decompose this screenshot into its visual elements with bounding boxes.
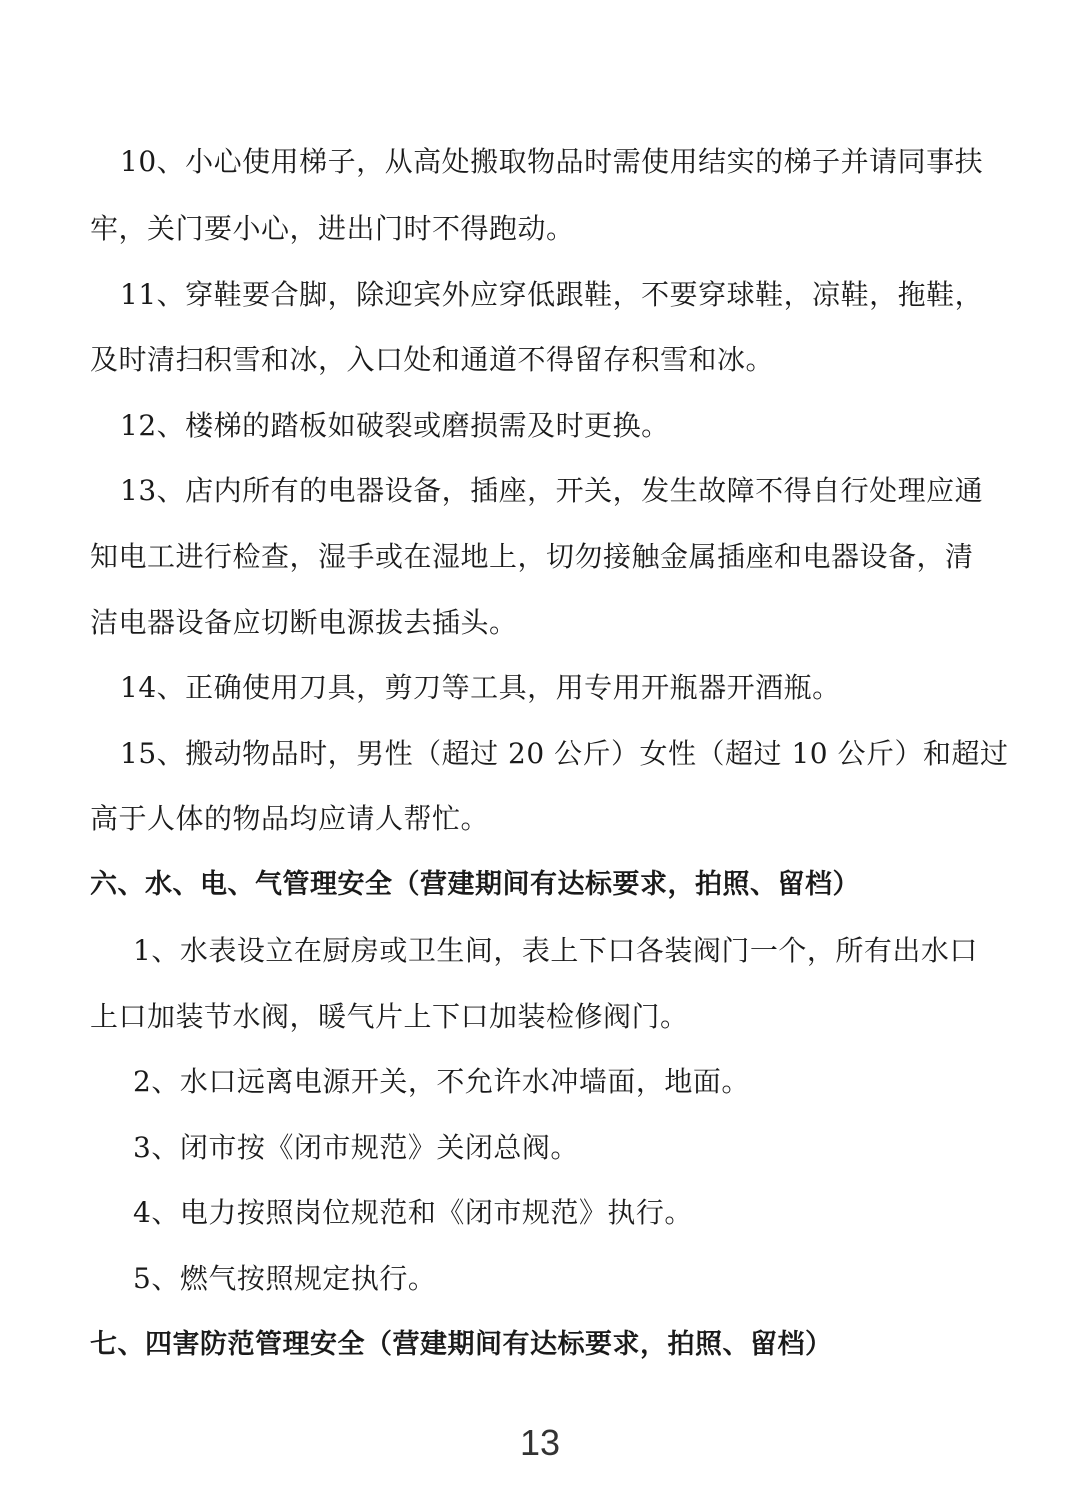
item-13-line-3: 洁电器设备应切断电源拔去插头。 [90, 606, 518, 639]
item-12-line-1: 12、楼梯的踏板如破裂或磨损需及时更换。 [120, 409, 670, 442]
item-13-line-2: 知电工进行检查，湿手或在湿地上，切勿接触金属插座和电器设备，清 [90, 540, 974, 573]
item-11-line-2: 及时清扫积雪和冰，入口处和通道不得留存积雪和冰。 [90, 343, 775, 376]
section-7-heading: 七、四害防范管理安全（营建期间有达标要求，拍照、留档） [90, 1329, 833, 1360]
item-10-line-1: 10、小心使用梯子，从高处搬取物品时需使用结实的梯子并请同事扶 [120, 145, 984, 178]
item-14-line-1: 14、正确使用刀具，剪刀等工具，用专用开瓶器开酒瓶。 [120, 671, 841, 704]
s6-item-3: 3、闭市按《闭市规范》关闭总阀。 [133, 1131, 579, 1164]
page-number: 13 [519, 1422, 561, 1463]
s6-item-1-line-1: 1、水表设立在厨房或卫生间，表上下口各装阀门一个，所有出水口 [133, 934, 978, 967]
s6-item-1-line-2: 上口加装节水阀，暖气片上下口加装检修阀门。 [90, 1000, 689, 1033]
s6-item-2: 2、水口远离电源开关，不允许水冲墙面，地面。 [133, 1065, 750, 1098]
item-15-line-1: 15、搬动物品时，男性（超过 20 公斤）女性（超过 10 公斤）和超过 [120, 737, 1009, 770]
s6-item-5: 5、燃气按照规定执行。 [133, 1262, 437, 1295]
item-10-line-2: 牢，关门要小心，进出门时不得跑动。 [90, 212, 575, 245]
s6-item-4: 4、电力按照岗位规范和《闭市规范》执行。 [133, 1196, 693, 1229]
item-13-line-1: 13、店内所有的电器设备，插座，开关，发生故障不得自行处理应通 [120, 474, 984, 507]
section-6-heading: 六、水、电、气管理安全（营建期间有达标要求，拍照、留档） [90, 869, 860, 900]
item-15-line-2: 高于人体的物品均应请人帮忙。 [90, 802, 490, 835]
item-11-line-1: 11、穿鞋要合脚，除迎宾外应穿低跟鞋，不要穿球鞋，凉鞋，拖鞋， [120, 278, 984, 311]
